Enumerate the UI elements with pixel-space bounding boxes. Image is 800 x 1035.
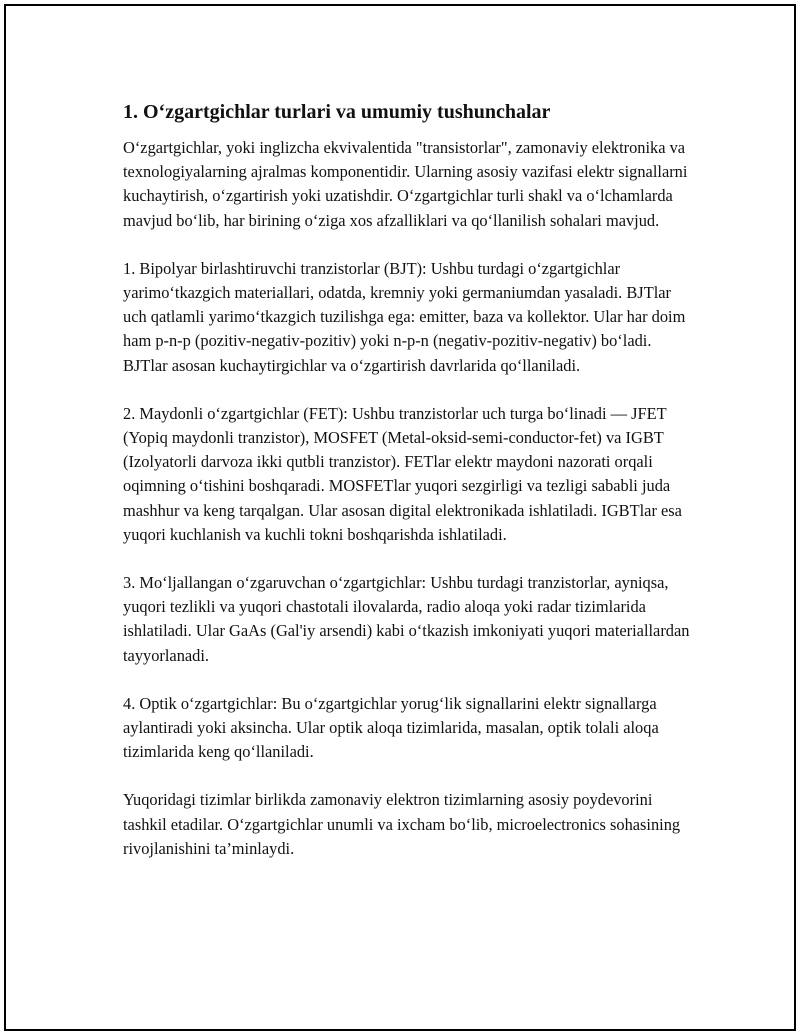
- fet-paragraph: 2. Maydonli o‘zgartgichlar (FET): Ushbu tranzistorlar uch turga bo‘linadi — JFET (Yopiq maydonli tranzistor), MOSFET (Metal-oksid-semi-conductor-fet) va IGBT (Izolyatorli darvoza ikki qutbli tranzistor). FETlar elektr maydoni nazorati orqali oqimning o‘tishini boshqaradi. MOSFETlar yuqori sezgirligi va tezligi sababli juda mashhur va keng tarqalgan. Ular asosan digital elektronikada ishlatiladi. IGBTlar esa yuqori kuchlanish va kuchli tokni boshqarishda ishlatiladi.: [123, 403, 682, 544]
- section-title: 1. O‘zgartgichlar turlari va umumiy tushunchalar: [123, 101, 551, 123]
- optical-paragraph: 4. Optik o‘zgartgichlar: Bu o‘zgartgichlar yorug‘lik signallarini elektr signallarga aylantiradi yoki aksincha. Ular optik aloqa tizimlarida, masalan, optik tolali aloqa tizimlarida keng qo‘llaniladi.: [123, 693, 659, 762]
- intro-paragraph: O‘zgartgichlar, yoki inglizcha ekvivalentida "transistorlar", zamonaviy elektronika va texnologiyalarning ajralmas komponentidir. Ularning asosiy vazifasi elektr signallarni kuchaytirish, o‘zgartirish yoki uzatishdir. O‘zgartgichlar turli shakl va o‘lchamlarda mavjud bo‘lib, har birining o‘ziga xos afzalliklari va qo‘llanilish sohalari mavjud.: [123, 138, 688, 230]
- document-body: [123, 98, 693, 885]
- bjt-paragraph: 1. Bipolyar birlashtiruvchi tranzistorlar (BJT): Ushbu turdagi o‘zgartgichlar yarimo‘tkazgich materiallari, odatda, kremniy yoki germaniumdan yasaladi. BJTlar uch qatlamli yarimo‘tkazgich tuzilishga ega: emitter, baza va kollektor. Ular har doim ham p-n-p (pozitiv-negativ-pozitiv) yoki n-p-n (negativ-pozitiv-negativ) bo‘ladi. BJTlar asosan kuchaytirgichlar va o‘zgartirish davrlarida qo‘llaniladi.: [123, 258, 686, 375]
- page: [4, 4, 796, 1031]
- rf-transistor-paragraph: 3. Mo‘ljallangan o‘zgaruvchan o‘zgartgichlar: Ushbu turdagi tranzistorlar, ayniqsa, yuqori tezlikli va yuqori chastotali ilovalarda, radio aloqa yoki radar tizimlarida ishlatiladi. Ular GaAs (Gal'iy arsendi) kabi o‘tkazish imkoniyati yuqori materiallardan tayyorlanadi.: [123, 573, 690, 665]
- conclusion-paragraph: Yuqoridagi tizimlar birlikda zamonaviy elektron tizimlarning asosiy poydevorini tashkil etadilar. O‘zgartgichlar unumli va ixcham bo‘lib, microelectronics sohasining rivojlanishini ta’minlaydi.: [123, 790, 681, 858]
